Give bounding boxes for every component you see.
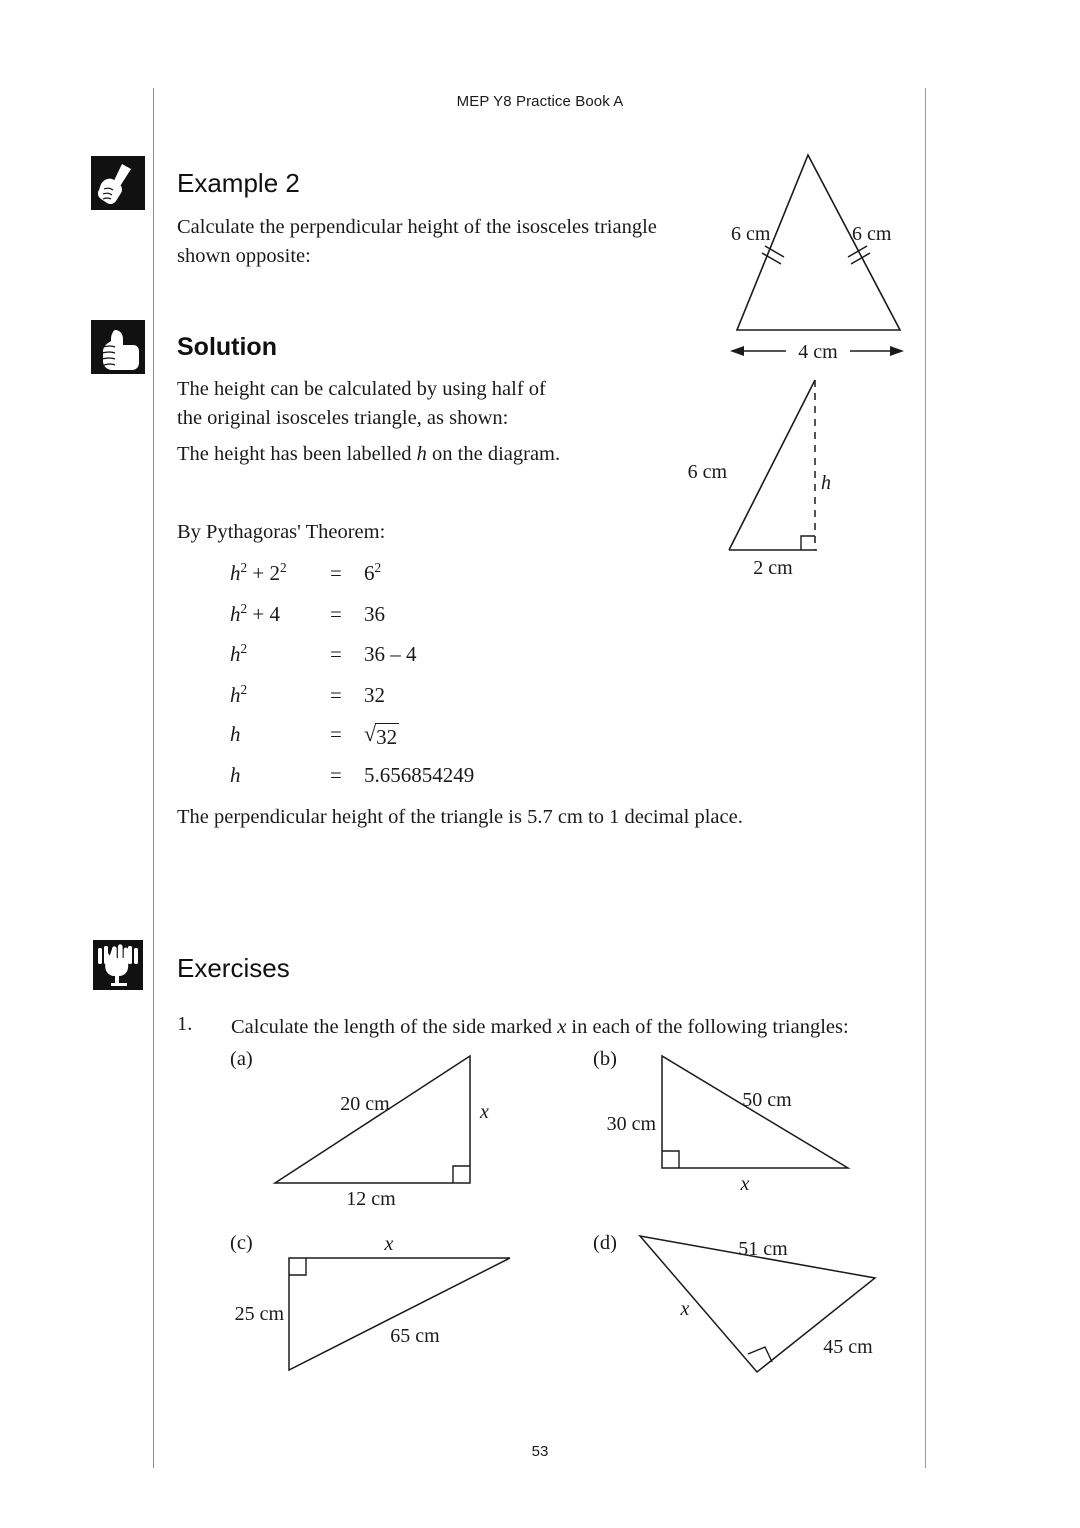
example-prompt [177,213,717,271]
example-prompt-line1: Calculate the perpendicular height of the isosceles triangle [177,216,657,238]
triangle-d-unknown-label: x [680,1298,690,1320]
equation-equals: = [330,601,342,626]
question-number: 1. [177,1013,193,1035]
solution-heading: Solution [177,333,277,361]
equation-lhs: $h^2$ [230,641,248,666]
writing-hand-icon [91,156,145,210]
equation-lhs: $h^2 + 4$ [230,600,280,626]
example-heading: Example 2 [177,168,300,198]
half-triangle-base-label: 2 cm [753,557,793,579]
half-triangle-height-label: h [821,472,831,494]
equation-rhs: 32 [364,682,385,707]
solution-conclusion: The perpendicular height of the triangle is 5.7 cm to 1 decimal place. [177,806,743,828]
part-b-label: (b) [593,1048,617,1070]
equation-list [230,560,474,803]
equation-equals: = [330,682,342,707]
equation-equals: = [330,561,342,585]
equation-lhs: $h^2 + 2^2$ [230,560,287,585]
solution-paragraph-1 [177,375,697,433]
solution-paragraph-2 [177,440,697,469]
solution-height-variable: h [416,443,427,465]
page-number: 53 [531,1443,549,1460]
triangle-d-top-side-label: 51 cm [738,1238,788,1260]
half-triangle-hypotenuse-label: 6 cm [687,461,727,483]
question-text-pre: Calculate the length of the side marked [231,1016,558,1038]
triangle-b-vertical-label: 30 cm [606,1113,656,1135]
isosceles-left-side-label: 6 cm [731,223,771,245]
equation-row [230,601,474,642]
triangle-d [600,1225,900,1390]
running-head: MEP Y8 Practice Book A [456,93,624,110]
equation-row [230,722,474,763]
question-text [231,1013,849,1042]
question-variable: x [557,1016,567,1038]
equation-rhs: 36 – 4 [364,642,417,666]
triangle-b [600,1048,860,1198]
isosceles-base-label: 4 cm [798,341,838,363]
equation-rhs: $6^2$ [364,560,382,585]
equation-row [230,763,474,804]
part-c-label: (c) [230,1232,253,1254]
equation-rhs: 36 [364,601,385,626]
equation-row [230,682,474,723]
equation-rhs: 5.656854249 [364,762,475,787]
triangle-a-base-label: 12 cm [346,1188,396,1210]
isosceles-right-side-label: 6 cm [852,223,892,245]
triangle-c [234,1232,525,1392]
triangle-a-hypotenuse-label: 20 cm [340,1093,390,1115]
equation-equals: = [330,642,342,666]
exercises-heading: Exercises [177,953,290,983]
solution-line1: The height can be calculated by using half of [177,378,546,400]
equation-equals: = [330,762,342,787]
example-prompt-line2: shown opposite: [177,245,311,267]
isosceles-triangle-diagram [700,140,930,365]
equation-equals: = [330,722,342,746]
triangle-d-right-side-label: 45 cm [823,1336,873,1358]
solution-line2: the original isosceles triangle, as shown: [177,407,509,429]
equation-row [230,641,474,682]
equation-lhs: $h^2$ [230,681,248,707]
equation-row [230,560,474,601]
left-margin-rule [153,88,154,1468]
solution-line3-post: on the diagram. [426,443,561,465]
equation-lhs: h [230,762,241,787]
part-a-label: (a) [230,1048,253,1070]
triangle-c-vertical-label: 25 cm [234,1303,284,1325]
equation-lhs: h [230,722,241,746]
pointing-hand-icon [91,320,145,374]
square-root-expression: √ 32 [364,721,398,749]
triangle-a-unknown-label: x [480,1101,489,1123]
pythagoras-intro: By Pythagoras' Theorem: [177,521,386,543]
equation-rhs [364,722,399,750]
triangle-c-hypotenuse-label: 65 cm [390,1325,440,1347]
solution-line3-pre: The height has been labelled [177,443,417,465]
triangle-c-unknown-label: x [384,1233,394,1255]
half-triangle-diagram [687,372,905,582]
part-d-label: (d) [593,1232,617,1254]
triangle-b-unknown-label: x [740,1173,750,1195]
triangle-a [265,1048,515,1208]
triangle-b-hypotenuse-label: 50 cm [742,1089,792,1111]
raised-hands-icon [91,938,145,992]
question-text-post: in each of the following triangles: [566,1016,849,1038]
